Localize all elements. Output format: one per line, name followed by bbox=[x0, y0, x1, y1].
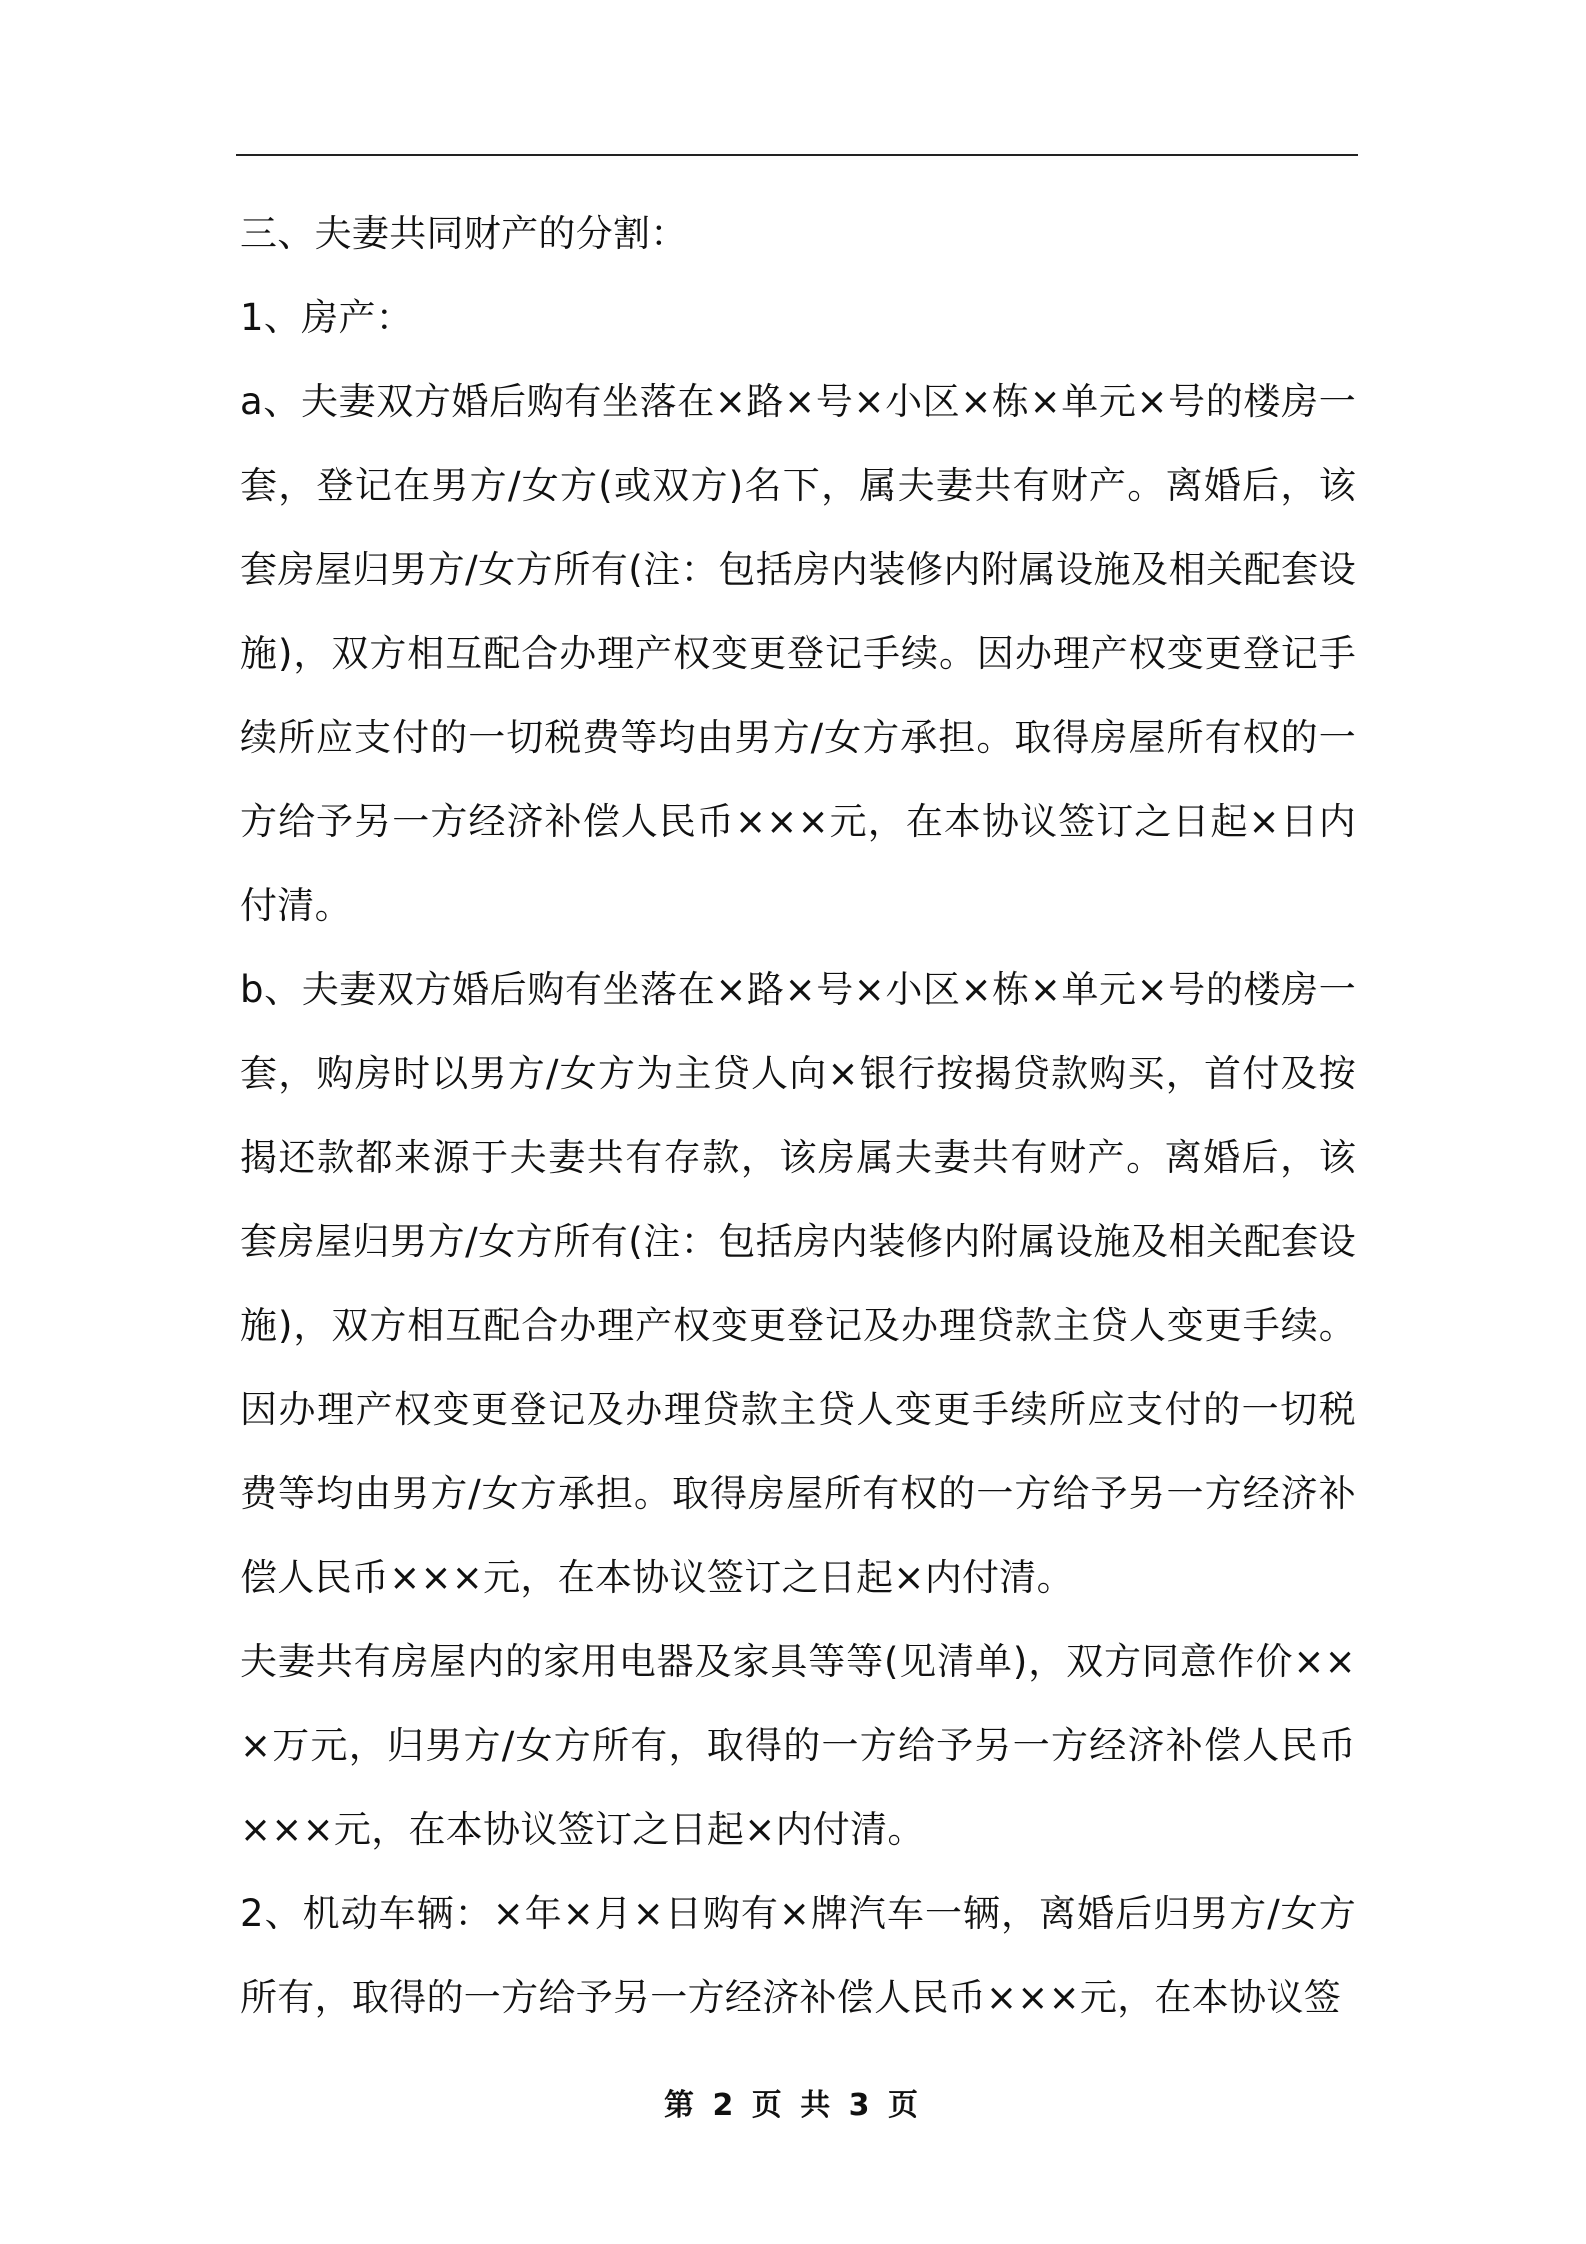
paragraph-furniture: 夫妻共有房屋内的家用电器及家具等等(见清单)，双方同意作价×××万元，归男方/女方所有，取得的一方给予另一方经济补偿人民币×××元，在本协议签订之日起×内付清。 bbox=[240, 1640, 1356, 1851]
paragraph-vehicle: 2、机动车辆：×年×月×日购有×牌汽车一辆，离婚后归男方/女方所有，取得的一方给予另一方经济补偿人民币×××元，在本协议签 bbox=[240, 1892, 1356, 2019]
document-body bbox=[240, 192, 1356, 2040]
paragraph-b: b、夫妻双方婚后购有坐落在×路×号×小区×栋×单元×号的楼房一套，购房时以男方/女方为主贷人向×银行按揭贷款购买，首付及按揭还款都来源于夫妻共有存款，该房属夫妻共有财产。离婚后，该套房屋归男方/女方所有(注：包括房内装修内附属设施及相关配套设施)，双方相互配合办理产权变更登记及办理贷款主贷人变更手续。因办理产权变更登记及办理贷款主贷人变更手续所应支付的一切税费等均由男方/女方承担。取得房屋所有权的一方给予另一方经济补偿人民币×××元，在本协议签订之日起×内付清。 bbox=[240, 968, 1356, 1599]
paragraph-a: a、夫妻双方婚后购有坐落在×路×号×小区×栋×单元×号的楼房一套，登记在男方/女方(或双方)名下，属夫妻共有财产。离婚后，该套房屋归男方/女方所有(注：包括房内装修内附属设施及相关配套设施)，双方相互配合办理产权变更登记手续。因办理产权变更登记手续所应支付的一切税费等均由男方/女方承担。取得房屋所有权的一方给予另一方经济补偿人民币×××元，在本协议签订之日起×日内付清。 bbox=[240, 380, 1356, 927]
page-number-footer: 第 2 页 共 3 页 bbox=[664, 2088, 922, 2123]
subsection-house: 1、房产： bbox=[240, 296, 414, 339]
header-rule bbox=[236, 154, 1358, 156]
section-heading: 三、夫妻共同财产的分割： bbox=[240, 212, 688, 255]
